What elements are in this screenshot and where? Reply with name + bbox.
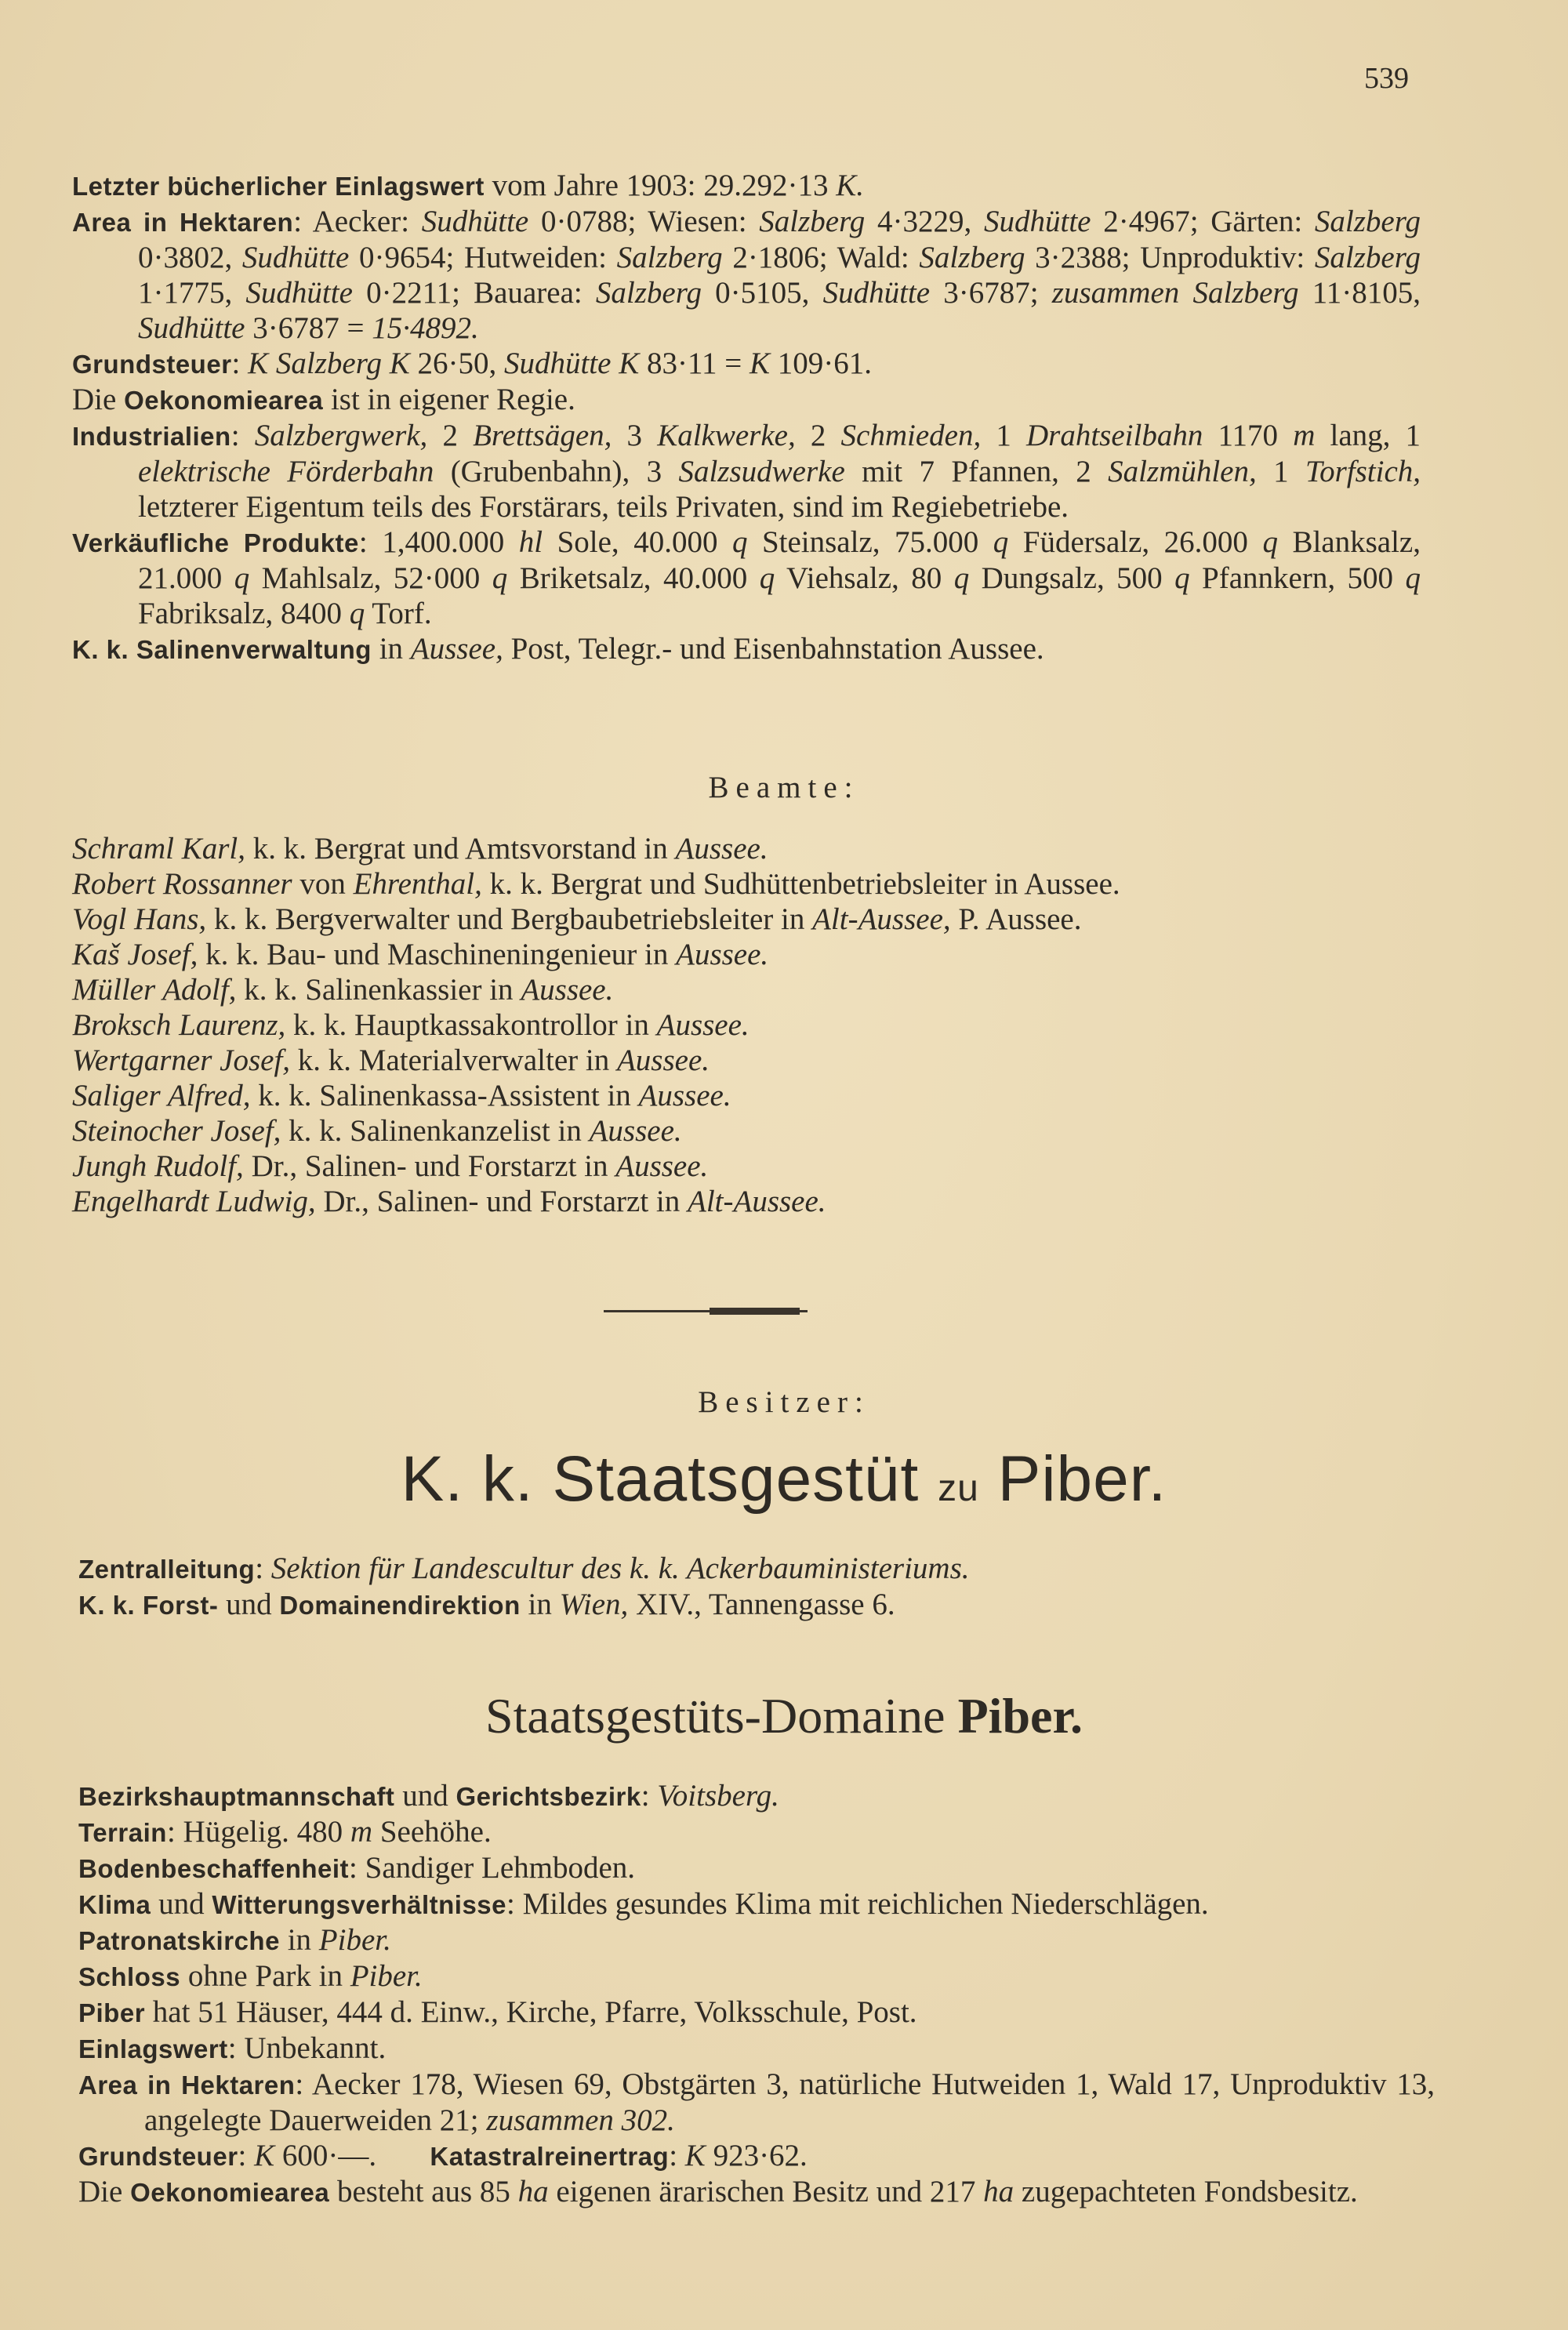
entry-text: Steinocher Josef,	[72, 1114, 281, 1148]
entry-text: Gerichtsbezirk	[456, 1782, 641, 1811]
entry-text: Dr., Salinen- und Forstarzt in	[315, 1185, 688, 1218]
entry-text: Einlagswert	[78, 2034, 228, 2063]
domaine-title-place: Piber.	[957, 1688, 1083, 1744]
entry-text: Salzberg	[759, 205, 866, 238]
entry-text: Letzter bücherlicher Einlagswert	[72, 172, 485, 201]
entry-text: m	[350, 1815, 373, 1849]
entry-text: Drahtseilbahn	[1026, 419, 1203, 452]
entry-text: k. k. Bergrat und Sudhüttenbetriebsleiter in Aussee.	[481, 867, 1120, 901]
entry-text: Pfannkern, 500	[1189, 561, 1406, 595]
bottom-section-entry	[78, 2174, 1435, 2210]
entry-text: Post, Telegr.- und Eisenbahnstation Aussee.	[503, 632, 1044, 666]
entry-text: Alt-Aussee,	[812, 902, 951, 936]
entry-text: Area in Hektaren	[78, 2071, 296, 2100]
entry-text: lang, 1	[1315, 419, 1428, 452]
entry-text: Robert Rossanner	[72, 867, 292, 901]
bottom-section	[78, 1778, 1443, 2210]
entry-text: Klima	[78, 1890, 151, 1919]
entry-text: Industrialien	[72, 422, 231, 451]
entry-text: Schraml Karl,	[72, 832, 246, 866]
entry-text: 0·5105,	[701, 276, 823, 310]
entry-text: Salzmühlen,	[1108, 455, 1257, 488]
beamte-list	[72, 831, 1421, 1219]
entry-text: Die	[78, 2175, 131, 2208]
entry-text: 0·9654; Hutweiden:	[349, 241, 617, 274]
entry-text: 1170	[1203, 419, 1294, 452]
entry-text: eigenen ärarischen Besitz und 217	[548, 2175, 984, 2208]
entry-text: Aussee.	[638, 1079, 731, 1112]
entry-text: P. Aussee.	[950, 902, 1082, 936]
entry-text: 26·50,	[409, 347, 504, 380]
entry-text: : Mildes gesundes Klima mit reichlichen Niederschlägen.	[506, 1887, 1209, 1921]
bottom-section-entry	[78, 1850, 1435, 1886]
entry-text: Grundsteuer	[72, 350, 232, 379]
entry-text: Area in Hektaren	[72, 208, 294, 237]
entry-text: 83·11 =	[639, 347, 750, 380]
entry-text: Aussee.	[656, 1008, 750, 1042]
top-section	[72, 168, 1428, 667]
entry-text: :	[255, 1552, 271, 1585]
entry-text: K.	[836, 169, 865, 202]
entry-text: k. k. Hauptkassakontrollor in	[285, 1008, 657, 1042]
entry-text: Blanksalz, 21.000	[138, 525, 1428, 595]
entry-text: K. k. Forst-	[78, 1591, 219, 1620]
bottom-section-entry	[78, 2067, 1443, 2138]
entry-text: Sudhütte	[241, 241, 350, 274]
entry-text: 2·4967; Gärten:	[1091, 205, 1315, 238]
entry-text: Patronatskirche	[78, 1926, 280, 1955]
beamte-entry	[72, 902, 1421, 937]
entry-text: k. k. Bergverwalter und Bergbaubetriebsleiter in	[206, 902, 813, 936]
entry-text: hat 51 Häuser, 444 d. Einw., Kirche, Pfarre, Volksschule, Post.	[145, 1995, 917, 2029]
beamte-entry	[72, 1113, 1421, 1149]
entry-text: Vogl Hans,	[72, 902, 207, 936]
entry-text: Bodenbeschaffenheit	[78, 1854, 350, 1883]
entry-text: Ehrenthal,	[353, 867, 482, 901]
entry-text: 1	[981, 419, 1026, 452]
entry-text: q	[234, 561, 250, 595]
entry-text: Aussee,	[410, 632, 503, 666]
entry-text: und	[151, 1887, 212, 1921]
entry-text: Witterungsverhältnisse	[212, 1890, 507, 1919]
entry-text: Oekonomiearea	[130, 2178, 330, 2207]
entry-text: Die	[72, 383, 125, 416]
entry-text: q	[1405, 561, 1421, 595]
entry-text: 3	[612, 419, 658, 452]
beamte-entry	[72, 937, 1421, 972]
entry-text: Mahlsalz, 52·000	[249, 561, 492, 595]
mid-section-entry	[78, 1551, 1435, 1587]
entry-text: Grundsteuer	[78, 2142, 238, 2171]
entry-text: :	[230, 419, 255, 452]
entry-text: 2·1806; Wald:	[722, 241, 920, 274]
entry-text: Aussee.	[676, 938, 769, 971]
entry-text: elektrische Förderbahn	[138, 455, 434, 488]
entry-text: :	[238, 2139, 255, 2172]
entry-text: XIV., Tannengasse 6.	[628, 1588, 895, 1621]
entry-text: : Hügelig. 480	[166, 1815, 350, 1849]
entry-text: q	[349, 597, 365, 630]
entry-text: Torfstich,	[1305, 455, 1421, 488]
entry-text: Salzbergwerk,	[254, 419, 428, 452]
entry-text: Domainendirektion	[279, 1591, 521, 1620]
entry-text: :	[231, 347, 249, 380]
entry-text: Schloss	[78, 1962, 181, 1991]
entry-text: von	[292, 867, 354, 901]
entry-text: Salzberg	[1314, 241, 1421, 274]
entry-text: Salzberg	[1314, 205, 1421, 238]
beamte-entry	[72, 1007, 1421, 1043]
entry-text: in	[371, 632, 411, 666]
beamte-entry	[72, 972, 1421, 1007]
entry-text: Briketsalz, 40.000	[507, 561, 760, 595]
entry-text: k. k. Salinenkassa-Assistent in	[250, 1079, 639, 1112]
entry-text: Piber.	[318, 1923, 391, 1957]
entry-text: Aussee.	[589, 1114, 682, 1148]
entry-text: :	[641, 1779, 658, 1813]
entry-text: Aussee.	[675, 832, 768, 866]
beamte-entry	[72, 866, 1421, 902]
entry-text: Terrain	[78, 1818, 167, 1847]
entry-text: Jungh Rudolf,	[72, 1149, 244, 1183]
entry-text: 11·8105,	[1298, 276, 1428, 310]
domaine-title	[0, 1687, 1568, 1745]
entry-text: (Grubenbahn), 3	[434, 455, 679, 488]
entry-text: Sudhütte	[822, 276, 931, 310]
beamte-entry	[72, 1043, 1421, 1078]
entry-text: Bezirkshauptmannschaft	[78, 1782, 395, 1811]
top-section-entry	[72, 382, 1421, 418]
entry-text: vom Jahre 1903: 29.292·13	[484, 169, 837, 202]
entry-text: q	[1174, 561, 1190, 595]
entry-text: 4·3229,	[865, 205, 984, 238]
bottom-section-entry	[78, 1994, 1435, 2031]
entry-text: : Aecker 178, Wiesen 69, Obstgärten 3, natürliche Hutweiden 1, Wald 17, Unproduktiv 13, angelegte Dauerweiden 21;	[144, 2067, 1443, 2137]
entry-text: Alt-Aussee.	[688, 1185, 826, 1218]
entry-text: k. k. Salinenkanzelist in	[281, 1114, 590, 1148]
entry-text: Aussee.	[615, 1149, 709, 1183]
bottom-section-entry	[78, 1886, 1435, 1922]
entry-text: zusammen Salzberg	[1051, 276, 1299, 310]
beamte-entry	[72, 1078, 1421, 1113]
entry-text: Voitsberg.	[657, 1779, 779, 1813]
entry-text: Fabriksalz, 8400	[138, 561, 1428, 630]
entry-text: Schmieden,	[840, 419, 982, 452]
entry-text: k. k. Salinenkassier in	[236, 973, 521, 1007]
entry-text: Salzberg	[919, 241, 1025, 274]
entry-text: k. k. Materialverwalter in	[290, 1043, 617, 1077]
entry-text: q	[1262, 525, 1278, 559]
entry-text: K	[750, 347, 771, 380]
entry-text: 2	[795, 419, 841, 452]
domaine-title-text: Staatsgestüts-Domaine	[485, 1688, 946, 1744]
entry-text: K	[254, 2139, 275, 2172]
entry-text: ha	[517, 2175, 549, 2208]
entry-text: :	[669, 2139, 685, 2172]
main-title-text: K. k. Staatsgestüt	[401, 1443, 920, 1515]
entry-text: ha	[983, 2175, 1014, 2208]
entry-text: K. k. Salinenverwaltung	[72, 635, 372, 664]
entry-text: 3·6787;	[930, 276, 1052, 310]
entry-text: Verkäufliche Produkte	[72, 528, 359, 557]
top-section-entry	[72, 418, 1428, 524]
entry-text: 3·6787 =	[245, 311, 372, 345]
entry-text: Salzberg	[616, 241, 723, 274]
entry-text: : Sandiger Lehmboden.	[349, 1851, 636, 1885]
entry-text: Brettsägen,	[473, 419, 612, 452]
entry-text: : Aecker:	[293, 205, 422, 238]
top-section-entry	[72, 346, 1421, 382]
entry-text: mit 7 Pfannen, 2	[844, 455, 1109, 488]
mid-section-entry	[78, 1587, 1435, 1623]
entry-text: Sudhütte	[245, 276, 353, 310]
entry-text: 0·0788; Wiesen:	[528, 205, 760, 238]
entry-text: Sudhütte	[421, 205, 529, 238]
entry-text: in	[279, 1923, 319, 1957]
entry-text: K Salzberg K	[248, 347, 410, 380]
entry-text: hl	[518, 525, 543, 559]
entry-text: ohne Park in	[180, 1959, 350, 1993]
entry-text: Salzsudwerke	[678, 455, 845, 488]
entry-text: 15·4892.	[372, 311, 479, 345]
entry-text: Kaš Josef,	[72, 938, 198, 971]
entry-text: Müller Adolf,	[72, 973, 237, 1007]
entry-text: Aussee.	[521, 973, 614, 1007]
divider-rule-center	[710, 1308, 800, 1315]
top-section-entry	[72, 631, 1421, 667]
entry-text: zugepachteten Fondsbesitz.	[1014, 2175, 1358, 2208]
entry-text: m	[1293, 419, 1316, 452]
entry-text: Wien,	[559, 1588, 629, 1621]
entry-text: ist in eigener Regie.	[323, 383, 575, 416]
entry-text: Kalkwerke,	[657, 419, 796, 452]
main-title	[0, 1443, 1568, 1516]
entry-text: Katastralreinertrag	[430, 2142, 670, 2171]
bottom-section-entry	[78, 2138, 1435, 2174]
top-section-entry	[72, 204, 1428, 346]
entry-text: Viehsalz, 80	[775, 561, 954, 595]
entry-text: Piber.	[350, 1959, 423, 1993]
entry-text: Zentralleitung	[78, 1555, 256, 1584]
entry-text: Salzberg	[595, 276, 702, 310]
entry-text: : 1,400.000	[358, 525, 519, 559]
entry-text: 109·61.	[770, 347, 873, 380]
entry-text: q	[993, 525, 1009, 559]
entry-text: 0·3802,	[138, 205, 1428, 274]
entry-text: Aussee.	[616, 1043, 710, 1077]
entry-text: : Unbekannt.	[227, 2031, 387, 2065]
besitzer-heading: Besitzer:	[698, 1385, 870, 1419]
entry-text: Sektion für Landescultur des k. k. Ackerbauministeriums.	[270, 1552, 970, 1585]
entry-text: K	[684, 2139, 706, 2172]
entry-text: Sudhütte	[138, 311, 245, 345]
entry-text: in	[520, 1588, 560, 1621]
entry-text: q	[731, 525, 748, 559]
bottom-section-entry	[78, 1814, 1435, 1850]
entry-text: Sudhütte K	[503, 347, 640, 380]
bottom-section-entry	[78, 1778, 1435, 1814]
entry-text: zusammen 302.	[486, 2103, 675, 2137]
entry-text: besteht aus 85	[329, 2175, 518, 2208]
entry-text: k. k. Bau- und Maschineningenieur in	[198, 938, 677, 971]
entry-text: und	[218, 1588, 280, 1621]
top-section-entry	[72, 168, 1421, 204]
entry-text: Wertgarner Josef,	[72, 1043, 291, 1077]
entry-text: Dr., Salinen- und Forstarzt in	[243, 1149, 616, 1183]
entry-text: 1	[1256, 455, 1305, 488]
entry-text: Sudhütte	[984, 205, 1091, 238]
bottom-section-entry	[78, 1922, 1435, 1958]
entry-text: letzterer Eigentum teils des Forstärars, teils Privaten, sind im Regiebetriebe.	[138, 455, 1428, 524]
beamte-entry	[72, 1149, 1421, 1184]
top-section-entry	[72, 524, 1428, 631]
bottom-section-entry	[78, 2031, 1435, 2067]
bottom-section-entry	[78, 1958, 1435, 1994]
entry-text: 923·62.	[705, 2139, 808, 2172]
entry-text: Füdersalz, 26.000	[1008, 525, 1263, 559]
mid-section	[78, 1551, 1435, 1623]
beamte-entry	[72, 831, 1421, 866]
main-title-place: Piber.	[997, 1443, 1167, 1515]
entry-text: 600·—.	[274, 2139, 430, 2172]
beamte-entry	[72, 1184, 1421, 1219]
entry-text: 3·2388; Unproduktiv:	[1025, 241, 1315, 274]
entry-text: Piber	[78, 1998, 146, 2027]
page-number: 539	[1364, 62, 1409, 95]
entry-text: q	[759, 561, 775, 595]
entry-text: Steinsalz, 75.000	[747, 525, 993, 559]
entry-text: q	[492, 561, 508, 595]
entry-text: Broksch Laurenz,	[72, 1008, 286, 1042]
entry-text: Torf.	[365, 597, 432, 630]
entry-text: k. k. Bergrat und Amtsvorstand in	[245, 832, 676, 866]
entry-text: Oekonomiearea	[124, 386, 324, 415]
entry-text: Engelhardt Ludwig,	[72, 1185, 316, 1218]
entry-text: Dungsalz, 500	[969, 561, 1175, 595]
entry-text: 2	[427, 419, 474, 452]
entry-text: Seehöhe.	[372, 1815, 492, 1849]
entry-text: Sole, 40.000	[543, 525, 732, 559]
main-title-zu: zu	[938, 1468, 979, 1509]
entry-text: q	[953, 561, 970, 595]
entry-text: 0·2211; Bauarea:	[352, 276, 596, 310]
entry-text: 1·1775,	[138, 241, 1428, 310]
entry-text: Saliger Alfred,	[72, 1079, 251, 1112]
beamte-heading: Beamte:	[708, 771, 860, 804]
entry-text: und	[394, 1779, 456, 1813]
